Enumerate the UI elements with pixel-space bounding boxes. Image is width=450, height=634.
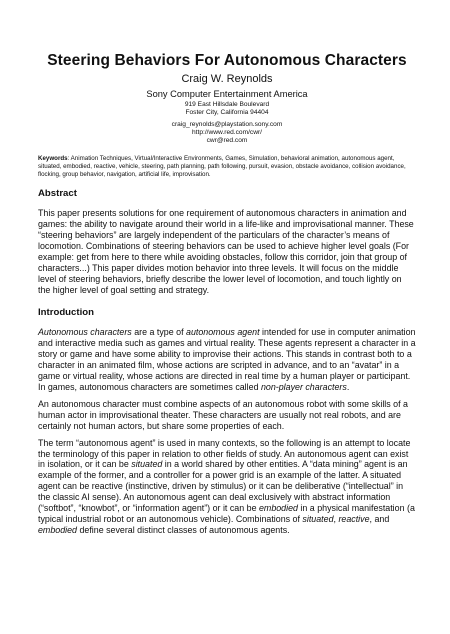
introduction-heading: Introduction (38, 307, 94, 319)
intro-p3-text-b: in a world shared by other entities. A “data mining” agent is an example of the former, and a controller for a power grid is an example of the latter. A situated agent can be reactive (instinctive, driven by stimulus) or it can be deliberative (“intellectual” in the classic AI sense). An autonomous agent can deal exclusively with abstract information (“softbot”, “knowbot”, or “information agent”) or it can be (38, 459, 408, 514)
intro-p1-text-c: . (346, 381, 350, 392)
term-autonomous-characters: Autonomous characters (38, 327, 132, 338)
author-name: Craig W. Reynolds (181, 73, 273, 85)
paper-title: Steering Behaviors For Autonomous Characters (47, 52, 407, 69)
address-line-1: 919 East Hillsdale Boulevard (184, 101, 270, 108)
intro-p3-text-c: in a physical manifestation (a typical industrial robot or an autonomous vehicle). Combinations of (38, 503, 415, 524)
intro-p3-text-e: , and (369, 513, 390, 524)
term-situated: situated (131, 459, 163, 470)
email-address[interactable]: craig_reynolds@playstation.sony.com (171, 120, 283, 128)
term-non-player-characters: non-player characters (260, 381, 347, 392)
abstract-paragraph: This paper presents solutions for one requirement of autonomous characters in animation and games: the ability to navigate around their world in a life-like and improvisational manner. These “steering behaviors” are largely independent of the particulars of the character’s means of locomotion. Combinations of steering behaviors can be used to achieve higher level goals (For example: get from here to there while avoiding obstacles, follow this corridor, join that group of characters...) This paper divides motion behavior into three levels. It will focus on the middle level of steering behaviors, briefly describe the lower level of locomotion, and touch lightly on the higher level of goal setting and strategy. (38, 208, 414, 295)
address-line-2: Foster City, California 94404 (185, 109, 269, 117)
term-embodied: embodied (258, 503, 298, 514)
intro-p1-text-b: intended for use in computer animation and interactive media such as games and virtual reality. These agents represent a character in a story or game and have some ability to improvise their actions. This stands in contrast both to a character in an animated film, whose actions are scripted in advance, and to an “avatar” in a game or virtual reality, whose actions are directed in real time by a human player or participant. In games, autonomous characters are sometimes called (38, 327, 416, 392)
term-situated-2: situated (302, 513, 334, 524)
term-embodied-2: embodied (38, 524, 77, 535)
homepage-url[interactable]: http://www.red.com/cwr/ (192, 128, 262, 136)
intro-paragraph-1 (38, 327, 416, 392)
intro-p3-text-f: define several distinct classes of autonomous agents. (76, 524, 290, 535)
intro-paragraph-3 (38, 438, 416, 536)
intro-p3-text-d: , (333, 513, 339, 524)
term-reactive: reactive (338, 513, 370, 524)
paper-page (0, 52, 450, 634)
intro-p3-text-a: The term “autonomous agent” is used in many contexts, so the following is an attempt to locate the terminology of this paper in relation to other fields of study. An autonomous agent can exist in isolation, or it can be (38, 437, 411, 470)
affiliation: Sony Computer Entertainment America (146, 89, 308, 99)
intro-paragraph-2: An autonomous character must combine aspects of an autonomous robot with some skills of a human actor in improvisational theater. These characters are usually not real robots, and are certainly not human actors, but share some properties of each. (38, 398, 408, 431)
term-autonomous-agent: autonomous agent (186, 327, 260, 338)
keywords-label: Keywords (38, 155, 68, 163)
intro-p1-text-a: are a type of (131, 327, 187, 338)
keywords-list: : Animation Techniques, Virtual/Interactive Environments, Games, Simulation, behavioral animation, autonomous agent, situated, embodied, reactive, vehicle, steering, path planning, path following, pursuit, evasion, obstacle avoidance, collision avoidance, flocking, group behavior, navigation, artificial life, improvisation. (38, 155, 406, 179)
alt-email-address[interactable]: cwr@red.com (206, 137, 248, 145)
abstract-heading: Abstract (38, 188, 77, 200)
keywords (38, 155, 406, 179)
